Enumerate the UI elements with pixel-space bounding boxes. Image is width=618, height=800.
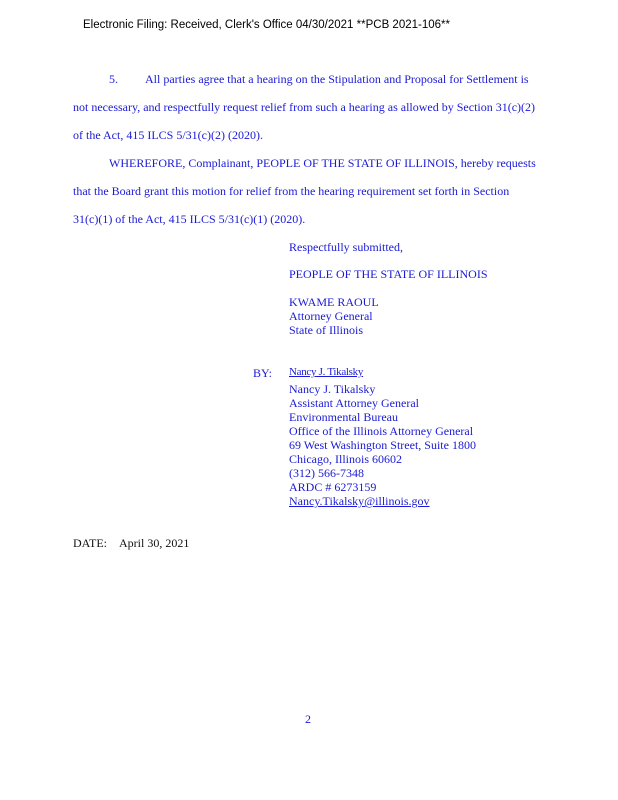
phone-number: (312) 566-7348 xyxy=(289,466,364,480)
attorney-general-state: State of Illinois xyxy=(289,323,363,337)
signature-line: Nancy J. Tikalsky xyxy=(289,366,364,378)
wherefore-line-1: WHEREFORE, Complainant, PEOPLE OF THE STATE OF ILLINOIS, hereby requests xyxy=(109,156,536,170)
attorney-general-name: KWAME RAOUL xyxy=(289,295,379,309)
attorney-title: Assistant Attorney General xyxy=(289,396,419,410)
attorney-name: Nancy J. Tikalsky xyxy=(289,382,376,396)
paragraph-5-line-1: All parties agree that a hearing on the Stipulation and Proposal for Settlement is xyxy=(145,72,529,86)
wherefore-line-2: that the Board grant this motion for relief from the hearing requirement set forth in Section xyxy=(73,184,510,198)
page-number: 2 xyxy=(305,712,311,726)
date-label: DATE: xyxy=(73,536,107,550)
city-address: Chicago, Illinois 60602 xyxy=(289,452,402,466)
closing-text: Respectfully submitted, xyxy=(289,240,403,254)
attorney-general-block xyxy=(289,295,379,337)
paragraph-5-line-2: not necessary, and respectfully request relief from such a hearing as allowed by Section 31(c)(2) xyxy=(73,100,536,114)
filing-stamp: Electronic Filing: Received, Clerk's Office 04/30/2021 **PCB 2021-106** xyxy=(83,19,450,31)
attorney-general-title: Attorney General xyxy=(289,309,373,323)
street-address: 69 West Washington Street, Suite 1800 xyxy=(289,438,476,452)
email-link[interactable]: Nancy.Tikalsky@illinois.gov xyxy=(289,494,430,508)
wherefore-line-3: 31(c)(1) of the Act, 415 ILCS 5/31(c)(1) (2020). xyxy=(73,212,306,226)
by-label: BY: xyxy=(253,366,272,380)
office-name: Office of the Illinois Attorney General xyxy=(289,424,474,438)
bureau-name: Environmental Bureau xyxy=(289,410,398,424)
party-name: PEOPLE OF THE STATE OF ILLINOIS xyxy=(289,267,488,281)
paragraph-number: 5. xyxy=(109,72,118,86)
ardc-number: ARDC # 6273159 xyxy=(289,480,377,494)
attorney-contact-block xyxy=(289,382,476,508)
date-value: April 30, 2021 xyxy=(119,536,190,550)
paragraph-5-line-3: of the Act, 415 ILCS 5/31(c)(2) (2020). xyxy=(73,128,263,142)
